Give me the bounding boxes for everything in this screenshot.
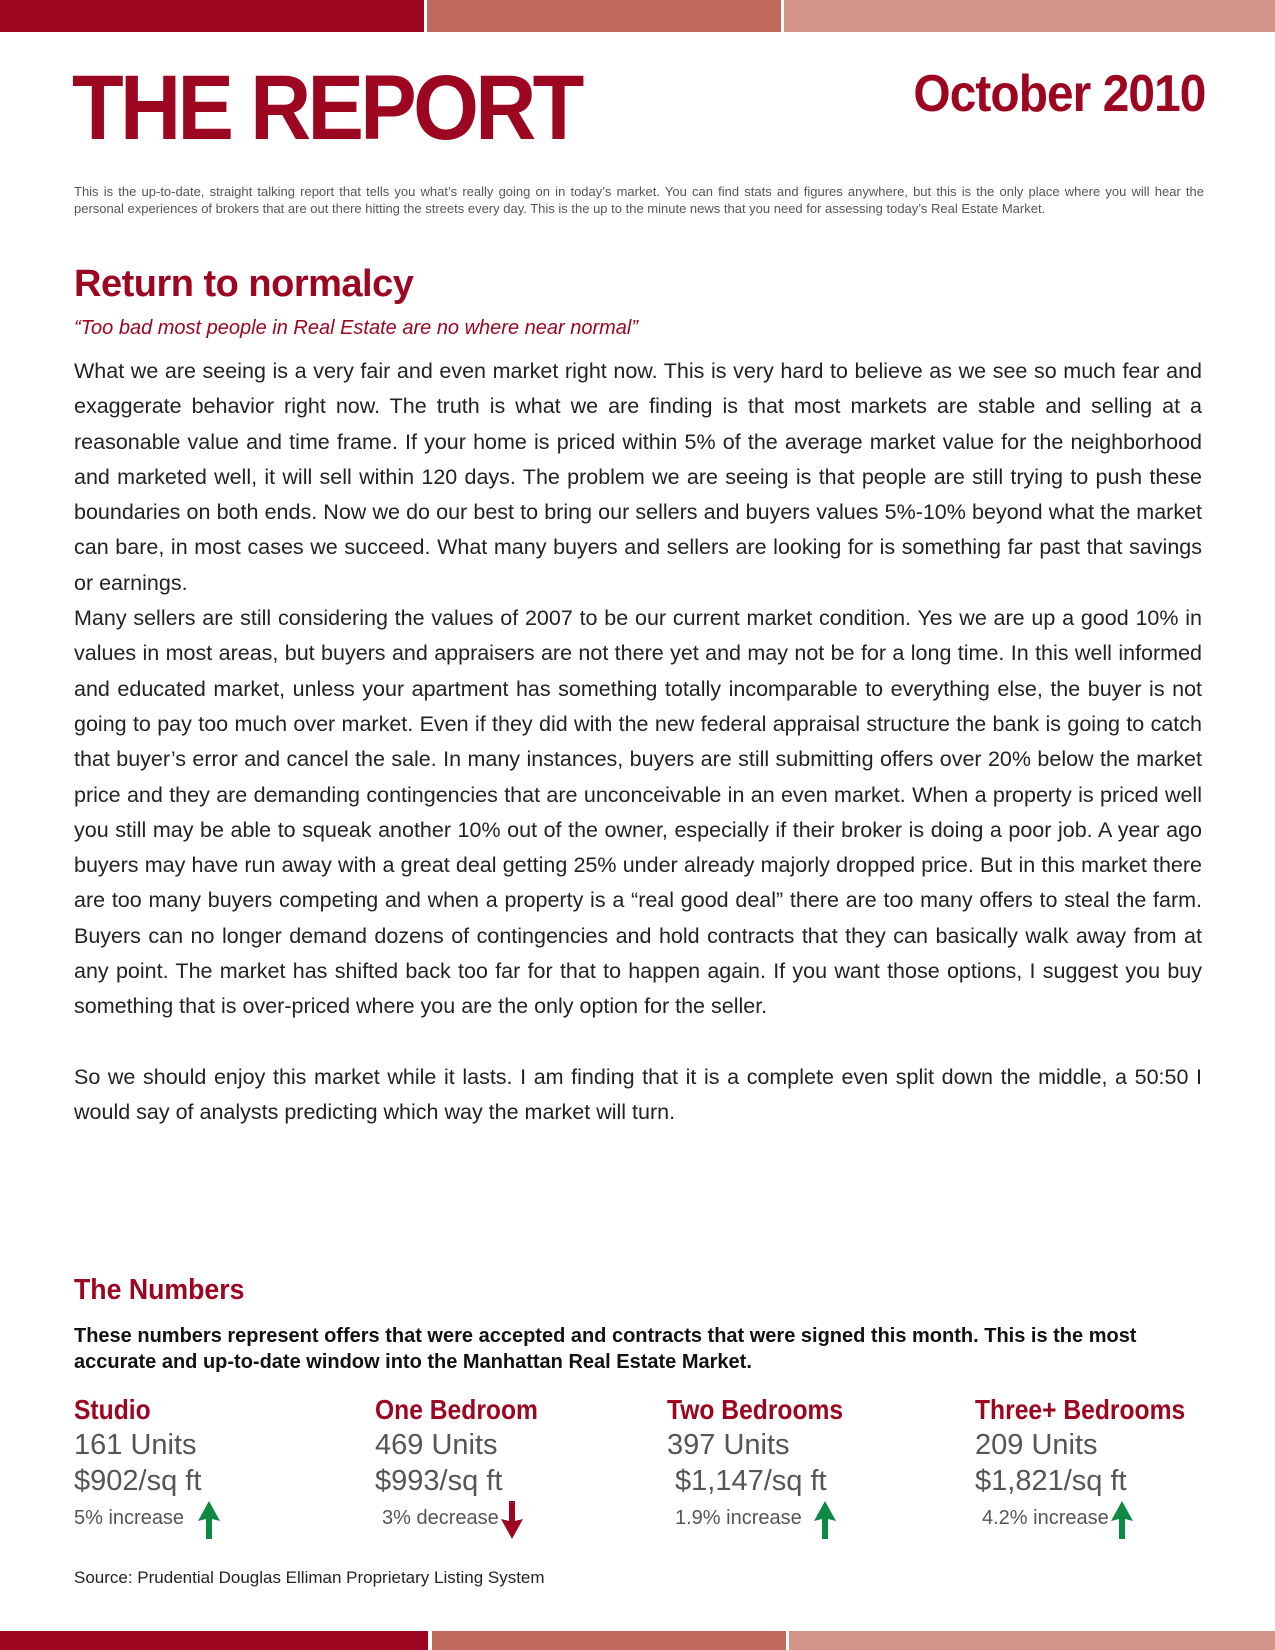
article-subtitle: “Too bad most people in Real Estate are no where near normal”	[74, 317, 639, 339]
stat-label: One Bedroom	[375, 1394, 538, 1425]
bottom-color-bar	[0, 1631, 1275, 1650]
top-color-bar	[0, 0, 1275, 32]
article-title: Return to normalcy	[74, 263, 414, 305]
stat-three-plus-bedrooms	[975, 1393, 1214, 1537]
stat-price: $1,821/sq ft	[975, 1465, 1127, 1497]
numbers-intro: These numbers represent offers that were accepted and contracts that were signed this month. This is the most accurate and up-to-date window into the Manhattan Real Estate Market.	[74, 1325, 1137, 1373]
bar-segment-mid	[427, 0, 781, 32]
bar-segment-dark	[0, 0, 424, 32]
stat-change	[667, 1499, 867, 1537]
bar-segment-mid	[432, 1631, 786, 1650]
stat-change-text: 4.2% increase	[982, 1507, 1109, 1529]
article-paragraph: So we should enjoy this market while it lasts. I am finding that it is a complete even split down the middle, a 50:50 I would say of analysts predicting which way the market will turn.	[74, 1064, 1202, 1124]
arrow-up-icon	[198, 1501, 220, 1539]
bar-segment-dark	[0, 1631, 428, 1650]
stat-price: $902/sq ft	[74, 1465, 202, 1497]
stat-units: 161 Units	[74, 1429, 197, 1461]
stat-two-bedrooms	[667, 1393, 867, 1537]
arrow-down-icon	[501, 1501, 523, 1539]
arrow-up-icon	[1111, 1501, 1133, 1539]
stat-one-bedroom	[375, 1393, 560, 1537]
stat-label: Three+ Bedrooms	[975, 1394, 1186, 1425]
source-note: Source: Prudential Douglas Elliman Proprietary Listing System	[74, 1568, 545, 1587]
stat-price: $993/sq ft	[375, 1465, 503, 1497]
bar-segment-light	[789, 1631, 1275, 1650]
stat-change-text: 5% increase	[74, 1507, 185, 1529]
stats-row	[0, 1393, 1275, 1529]
stat-units: 209 Units	[975, 1429, 1098, 1461]
arrow-up-icon	[814, 1501, 836, 1539]
article-paragraph: What we are seeing is a very fair and even market right now. This is very hard to believe as we see so much fear and exaggerate behavior right now. The truth is what we are finding is that most markets are stable and selling at a reasonable value and time frame. If your home is priced within 5% of the average market value for the neighborhood and marketed well, it will sell within 120 days. The problem we are seeing is that people are still trying to push these boundaries on both ends. Now we do our best to bring our sellers and buyers values 5%-10% beyond what the market can bare, in most cases we succeed. What many buyers and sellers are looking for is something far past that savings or earnings.	[74, 359, 1202, 595]
stat-change-text: 1.9% increase	[675, 1507, 802, 1529]
stat-label: Two Bedrooms	[667, 1394, 844, 1425]
stat-price: $1,147/sq ft	[675, 1465, 827, 1497]
numbers-title: The Numbers	[74, 1274, 245, 1306]
stat-change	[975, 1499, 1214, 1537]
article-body	[74, 354, 1202, 1130]
stat-units: 469 Units	[375, 1429, 498, 1461]
stat-label: Studio	[74, 1394, 151, 1425]
report-title: THE REPORT	[72, 57, 581, 159]
stat-change	[74, 1499, 220, 1537]
report-date: October 2010	[912, 65, 1205, 123]
stat-units: 397 Units	[667, 1429, 790, 1461]
report-intro: This is the up-to-date, straight talking report that tells you what’s really going on in today’s market. You can find stats and figures anywhere, but this is the only place where you will hear the personal experiences of brokers that are out there hitting the streets every day. This is the up to the minute news that you need for assessing today’s Real Estate Market.	[74, 184, 1204, 216]
article-paragraph: Many sellers are still considering the values of 2007 to be our current market condition. Yes we are up a good 10% in values in most areas, but buyers and appraisers are not there yet and may not be for a long time. In this well informed and educated market, unless your apartment has something totally incomparable to everything else, the buyer is not going to pay too much over market. Even if they did with the new federal appraisal structure the bank is going to catch that buyer’s error and cancel the sale. In many instances, buyers are still submitting offers over 20% below the market price and they are demanding contingencies that are unconceivable in an even market. When a property is priced well you still may be able to squeak another 10% out of the owner, especially if their broker is doing a poor job. A year ago buyers may have run away with a great deal getting 25% under already majorly dropped price. But in this market there are too many buyers competing and when a property is a “real good deal” there are too many offers to steal the farm. Buyers can no longer demand dozens of contingencies and hold contracts that they can basically walk away from at any point. The market has shifted back too far for that to happen again. If you want those options, I suggest you buy something that is over-priced where you are the only option for the seller.	[74, 606, 1202, 1019]
stat-change-text: 3% decrease	[382, 1507, 499, 1529]
stat-change	[375, 1499, 560, 1537]
bar-segment-light	[784, 0, 1275, 32]
stat-studio	[74, 1393, 220, 1537]
